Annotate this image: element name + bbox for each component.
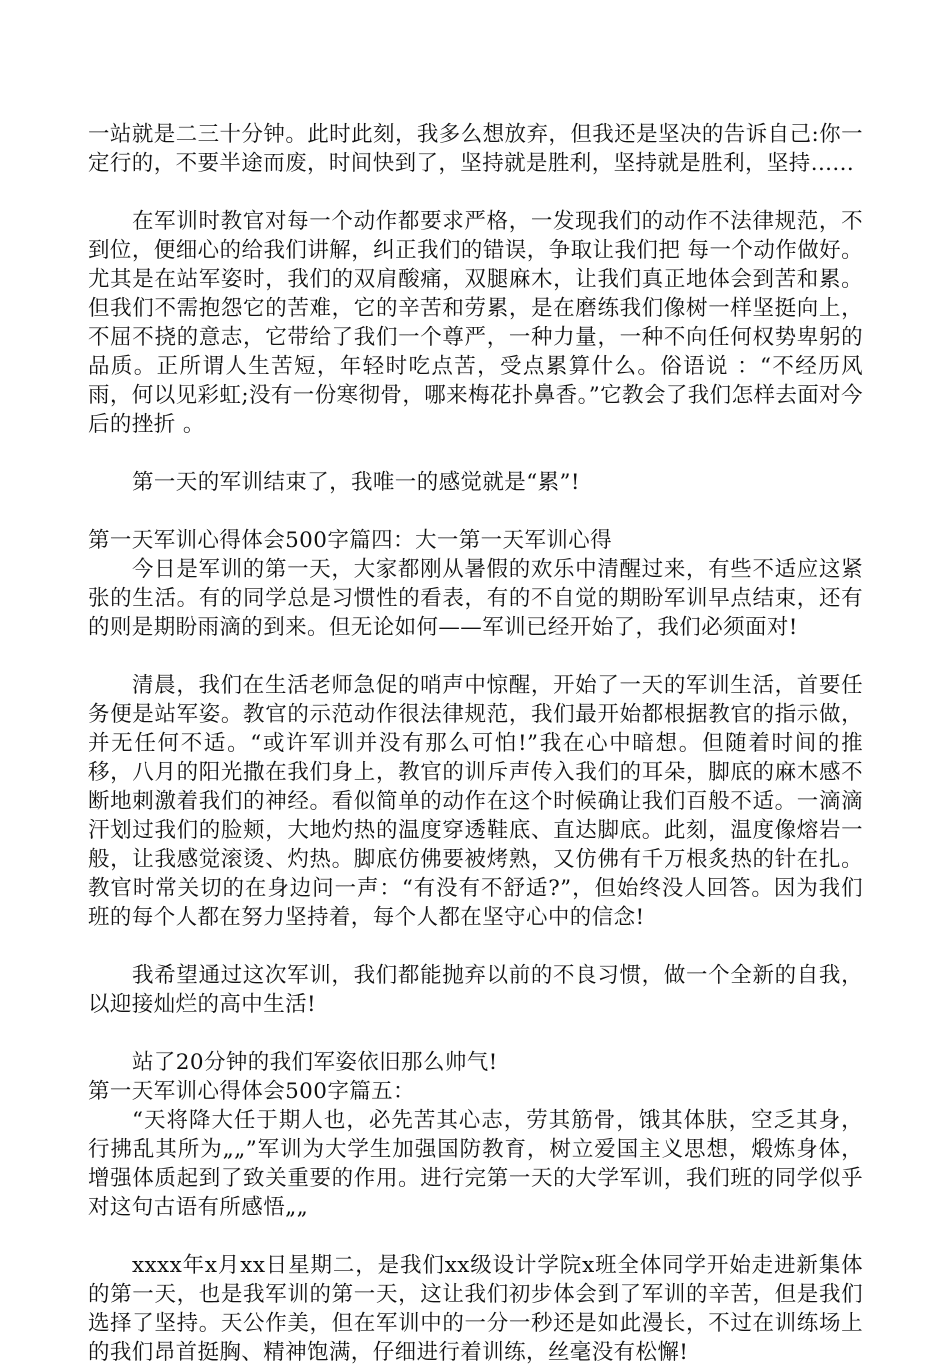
paragraph-7: 我希望通过这次军训，我们都能抛弃以前的不良习惯，做一个全新的自我，以迎接灿烂的高中生活! <box>88 963 863 1017</box>
section-heading-5: 第一天军训心得体会500字篇五： <box>88 1079 415 1104</box>
paragraph-3: 第一天的军训结束了，我唯一的感觉就是“累”! <box>132 470 580 495</box>
paragraph-8: 站了20分钟的我们军姿依旧那么帅气! <box>132 1050 498 1075</box>
paragraph-10: xxxx年x月xx日星期二，是我们xx级设计学院x班全体同学开始走进新集体的第一天，也是我军训的第一天，这让我们初步体会到了军训的辛苦，但是我们选择了坚持。天公作美，但在军训中的一分一秒还是如此漫长，不过在训练场上的我们昂首挺胸、精神饱满，仔细进行着训练，丝毫没有松懈! <box>88 1253 863 1365</box>
paragraph-5: 今日是军训的第一天，大家都刚从暑假的欢乐中清醒过来，有些不适应这紧张的生活。有的同学总是习惯性的看表，有的不自觉的期盼军训早点结束，还有的则是期盼雨滴的到来。但无论如何——军训已经开始了，我们必须面对! <box>88 557 863 640</box>
paragraph-2: 在军训时教官对每一个动作都要求严格，一发现我们的动作不法律规范，不到位，便细心的给我们讲解，纠正我们的错误，争取让我们把 每一个动作做好。尤其是在站军姿时，我们的双肩酸痛，双腿麻木，让我们真正地体会到苦和累。但我们不需抱怨它的苦难，它的辛苦和劳累，是在磨练我们像树一样坚挺向上，不屈不挠的意志，它带给了我们一个尊严，一种力量，一种不向任何权势卑躬的品质。正所谓人生苦短，年轻时吃点苦，受点累算什么。俗语说 ：“不经历风雨，何以见彩虹;没有一份寒彻骨，哪来梅花扑鼻香。”它教会了我们怎样去面对今后的挫折 。 <box>88 209 863 437</box>
paragraph-1: 一站就是二三十分钟。此时此刻，我多么想放弃，但我还是坚决的告诉自己:你一定行的，不要半途而废，时间快到了，坚持就是胜利，坚持就是胜利，坚持...... <box>88 122 863 176</box>
section-heading-4: 第一天军训心得体会500字篇四：大一第一天军训心得 <box>88 528 613 553</box>
paragraph-6: 清晨，我们在生活老师急促的哨声中惊醒，开始了一天的军训生活，首要任务便是站军姿。教官的示范动作很法律规范，我们最开始都根据教官的指示做，并无任何不适。“或许军训并没有那么可怕!”我在心中暗想。但随着时间的推移，八月的阳光撒在我们身上，教官的训斥声传入我们的耳朵，脚底的麻木感不断地刺激着我们的神经。看似简单的动作在这个时候确让我们百般不适。一滴滴汗划过我们的脸颊，大地灼热的温度穿透鞋底、直达脚底。此刻，温度像熔岩一般，让我感觉滚烫、灼热。脚底仿佛要被烤熟，又仿佛有千万根炙热的针在扎。教官时常关切的在身边问一声：“有没有不舒适?”，但始终没人回答。因为我们班的每个人都在努力坚持着，每个人都在坚守心中的信念! <box>88 673 863 930</box>
paragraph-9: “天将降大任于期人也，必先苦其心志，劳其筋骨，饿其体肤，空乏其身，行拂乱其所为„„”军训为大学生加强国防教育，树立爱国主义思想，煅炼身体，增强体质起到了致关重要的作用。进行完第一天的大学军训，我们班的同学似乎对这句古语有所感悟„„ <box>88 1108 863 1220</box>
document-page <box>88 120 863 1367</box>
